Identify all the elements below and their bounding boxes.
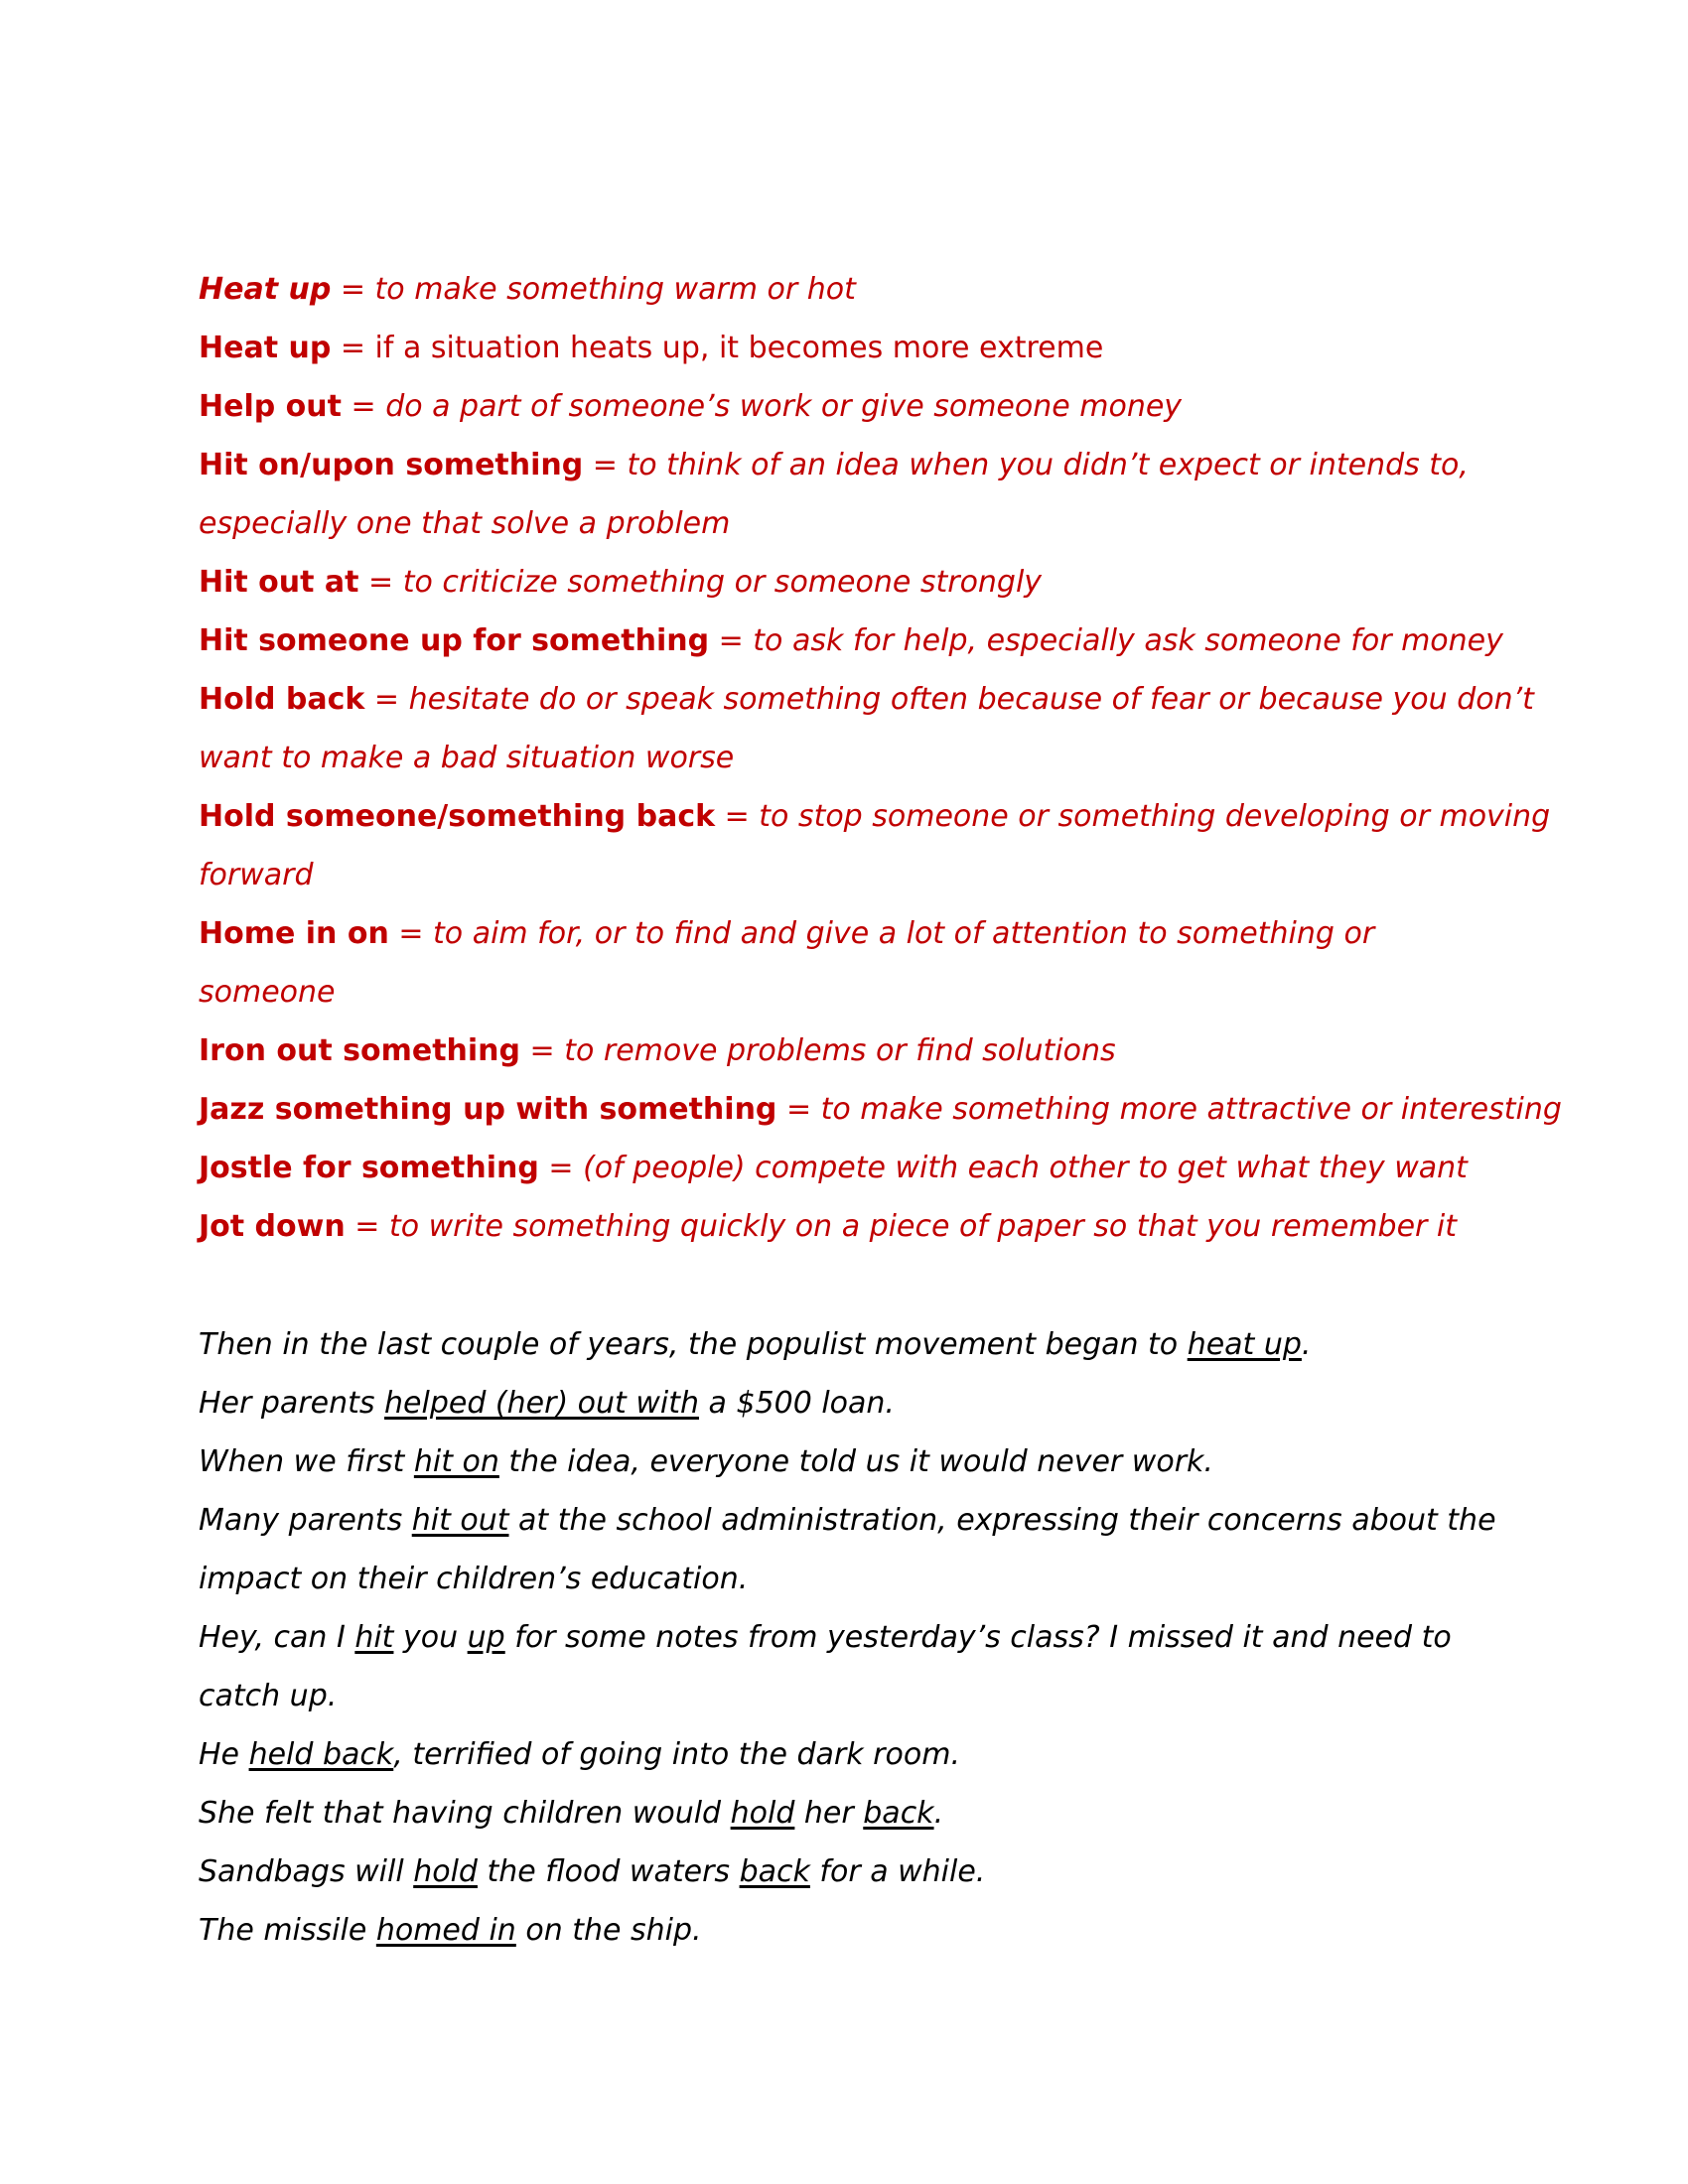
example-line — [199, 1901, 1509, 1960]
equals-sign: = — [776, 1092, 821, 1127]
definition-term: Hit on/upon something — [199, 448, 584, 482]
phrasal-verb-highlight: hit — [354, 1620, 394, 1655]
example-text: . — [933, 1796, 944, 1831]
definition-line — [199, 787, 1551, 846]
example-line — [199, 1843, 1509, 1901]
example-text: the flood waters — [477, 1854, 740, 1889]
definition-line — [199, 319, 1509, 377]
definition-line — [199, 553, 1509, 612]
definition-continuation: want to make a bad situation worse — [199, 741, 735, 775]
definition-line — [199, 1197, 1509, 1256]
example-continuation: impact on their children’s education. — [199, 1562, 749, 1596]
definition-term: Jazz something up with something — [199, 1092, 777, 1127]
phrasal-verb-highlight: heat up — [1187, 1327, 1302, 1362]
phrasal-verb-highlight: hit on — [413, 1444, 499, 1479]
definition-term: Help out — [199, 389, 342, 424]
definition-text: to remove problems or find solutions — [564, 1033, 1116, 1068]
definition-term: Iron out something — [199, 1033, 521, 1068]
example-text: Hey, can I — [199, 1620, 355, 1655]
definition-term: Hit someone up for something — [199, 623, 710, 658]
example-line — [199, 1725, 1509, 1784]
equals-sign: = — [331, 331, 375, 365]
example-line — [199, 1784, 1509, 1843]
definition-line — [199, 1080, 1562, 1139]
example-text: He — [199, 1737, 249, 1772]
example-text: for a while. — [809, 1854, 986, 1889]
definition-term: Hold someone/something back — [199, 799, 716, 834]
definition-text: to stop someone or something developing or moving — [759, 799, 1551, 834]
example-text: you — [393, 1620, 468, 1655]
phrasal-verb-highlight: back — [863, 1796, 934, 1831]
definition-line — [199, 612, 1509, 670]
equals-sign: = — [715, 799, 760, 834]
definition-text: to write something quickly on a piece of paper so that you remember it — [388, 1209, 1458, 1244]
definition-term: Heat up — [199, 331, 332, 365]
definition-continuation: someone — [199, 975, 336, 1010]
example-text: on the ship. — [515, 1913, 702, 1948]
example-text: Many parents — [199, 1503, 412, 1538]
phrasal-verb-highlight: hold — [730, 1796, 795, 1831]
phrasal-verb-highlight: up — [467, 1620, 505, 1655]
definition-line — [199, 1022, 1509, 1080]
equals-sign: = — [583, 448, 628, 482]
example-text: the idea, everyone told us it would never work. — [498, 1444, 1213, 1479]
definition-line — [199, 1139, 1509, 1197]
definition-text: to think of an idea when you didn’t expect or intends to, — [627, 448, 1469, 482]
example-text: her — [794, 1796, 864, 1831]
example-text: at the school administration, expressing their concerns about the — [508, 1503, 1496, 1538]
definition-text: to criticize something or someone strongly — [402, 565, 1043, 600]
definition-continuation: especially one that solve a problem — [199, 506, 731, 541]
section-spacer — [199, 1256, 1509, 1315]
equals-sign: = — [331, 272, 375, 307]
example-line — [199, 1433, 1509, 1491]
document-page — [199, 260, 1562, 1960]
equals-sign: = — [358, 565, 403, 600]
equals-sign: = — [364, 682, 409, 717]
phrasal-verb-definitions — [199, 260, 1562, 1256]
example-text: . — [1301, 1327, 1312, 1362]
phrasal-verb-highlight: homed in — [375, 1913, 516, 1948]
example-continuation: catch up. — [199, 1679, 338, 1713]
phrasal-verb-highlight: back — [739, 1854, 810, 1889]
phrasal-verb-highlight: hit out — [411, 1503, 509, 1538]
equals-sign: = — [341, 389, 386, 424]
example-sentences — [199, 1315, 1509, 1960]
example-text: She felt that having children would — [199, 1796, 731, 1831]
example-line — [199, 1491, 1509, 1550]
equals-sign: = — [538, 1151, 584, 1185]
equals-sign: = — [709, 623, 754, 658]
definition-term: Hold back — [199, 682, 365, 717]
example-line — [199, 1315, 1509, 1374]
definition-text: to make something warm or hot — [374, 272, 856, 307]
definition-term: Home in on — [199, 916, 389, 951]
example-text: When we first — [199, 1444, 414, 1479]
example-text: Then in the last couple of years, the populist movement began to — [199, 1327, 1188, 1362]
definition-line — [199, 436, 1509, 494]
definition-text: (of people) compete with each other to get what they want — [583, 1151, 1468, 1185]
example-text: Sandbags will — [199, 1854, 414, 1889]
equals-sign: = — [388, 916, 434, 951]
definition-text: to make something more attractive or interesting — [820, 1092, 1562, 1127]
example-text: for some notes from yesterday’s class? I missed it and need to — [504, 1620, 1452, 1655]
definition-term: Hit out at — [199, 565, 359, 600]
phrasal-verb-highlight: helped (her) out with — [384, 1386, 699, 1421]
definition-line — [199, 260, 1509, 319]
definition-line — [199, 670, 1534, 729]
example-line — [199, 1374, 1509, 1433]
equals-sign: = — [520, 1033, 565, 1068]
equals-sign: = — [345, 1209, 389, 1244]
example-text: Her parents — [199, 1386, 385, 1421]
definition-continuation: forward — [199, 858, 314, 892]
example-text: , terrified of going into the dark room. — [393, 1737, 960, 1772]
definition-line — [199, 904, 1509, 963]
phrasal-verb-highlight: held back — [248, 1737, 394, 1772]
definition-term: Jostle for something — [199, 1151, 539, 1185]
example-line — [199, 1608, 1509, 1667]
example-text: The missile — [199, 1913, 376, 1948]
definition-term: Heat up — [199, 272, 332, 307]
definition-text: do a part of someone’s work or give someone money — [385, 389, 1183, 424]
definition-text: if a situation heats up, it becomes more extreme — [374, 331, 1104, 365]
example-text: a $500 loan. — [699, 1386, 895, 1421]
definition-text: hesitate do or speak something often because of fear or because you don’t — [408, 682, 1534, 717]
definition-line — [199, 377, 1509, 436]
definition-term: Jot down — [199, 1209, 346, 1244]
definition-text: to ask for help, especially ask someone for money — [753, 623, 1503, 658]
definition-text: to aim for, or to find and give a lot of attention to something or — [433, 916, 1375, 951]
phrasal-verb-highlight: hold — [413, 1854, 478, 1889]
